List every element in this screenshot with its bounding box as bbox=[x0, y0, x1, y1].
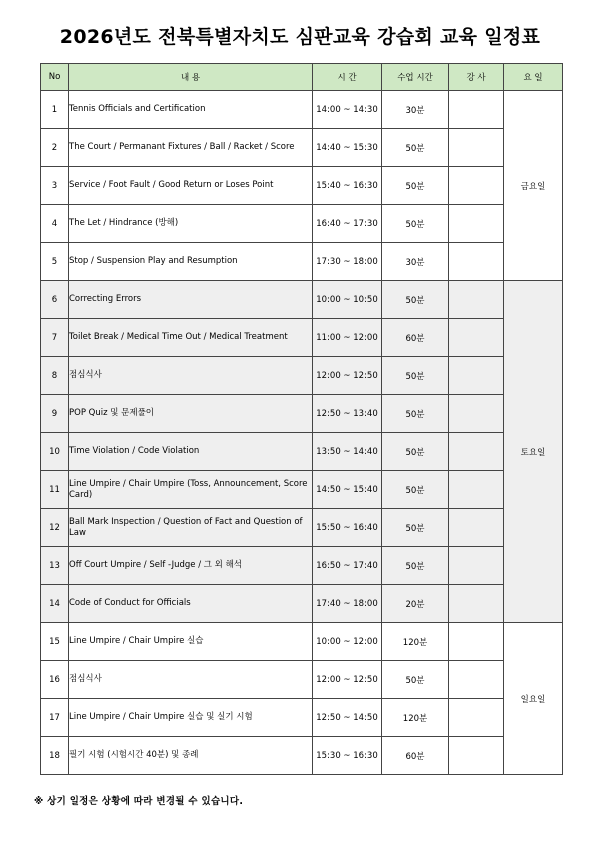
row-no: 16 bbox=[41, 661, 69, 699]
row-duration: 120분 bbox=[382, 699, 449, 737]
row-no: 6 bbox=[41, 281, 69, 319]
table-row bbox=[41, 547, 563, 585]
row-content: Line Umpire / Chair Umpire (Toss, Announcement, Score Card) bbox=[69, 471, 313, 509]
row-duration: 30분 bbox=[382, 91, 449, 129]
day-saturday: 토요일 bbox=[504, 281, 563, 623]
row-no: 13 bbox=[41, 547, 69, 585]
table-row bbox=[41, 357, 563, 395]
table-row bbox=[41, 167, 563, 205]
row-duration: 20분 bbox=[382, 585, 449, 623]
row-no: 9 bbox=[41, 395, 69, 433]
row-duration: 50분 bbox=[382, 167, 449, 205]
table-header-row bbox=[41, 64, 563, 91]
row-instructor bbox=[449, 129, 504, 167]
row-time: 13:50 ~ 14:40 bbox=[313, 433, 382, 471]
row-duration: 50분 bbox=[382, 281, 449, 319]
header-no: No bbox=[41, 64, 69, 91]
row-no: 4 bbox=[41, 205, 69, 243]
day-sunday: 일요일 bbox=[504, 623, 563, 775]
row-no: 17 bbox=[41, 699, 69, 737]
row-content: Line Umpire / Chair Umpire 실습 및 실기 시험 bbox=[69, 699, 313, 737]
row-instructor bbox=[449, 585, 504, 623]
row-time: 16:50 ~ 17:40 bbox=[313, 547, 382, 585]
row-instructor bbox=[449, 737, 504, 775]
header-duration: 수업 시간 bbox=[382, 64, 449, 91]
table-row bbox=[41, 623, 563, 661]
header-content: 내 용 bbox=[69, 64, 313, 91]
row-duration: 30분 bbox=[382, 243, 449, 281]
row-content: Stop / Suspension Play and Resumption bbox=[69, 243, 313, 281]
row-time: 12:50 ~ 13:40 bbox=[313, 395, 382, 433]
row-content: Off Court Umpire / Self -Judge / 그 외 해석 bbox=[69, 547, 313, 585]
table-row bbox=[41, 509, 563, 547]
table-row bbox=[41, 129, 563, 167]
table-row bbox=[41, 661, 563, 699]
footnote: ※ 상기 일정은 상황에 따라 변경될 수 있습니다. bbox=[34, 796, 244, 807]
row-duration: 60분 bbox=[382, 319, 449, 357]
row-no: 1 bbox=[41, 91, 69, 129]
row-time: 10:00 ~ 12:00 bbox=[313, 623, 382, 661]
row-content: 점심식사 bbox=[69, 357, 313, 395]
row-time: 17:40 ~ 18:00 bbox=[313, 585, 382, 623]
row-content: 필기 시험 (시험시간 40분) 및 종례 bbox=[69, 737, 313, 775]
row-content: Ball Mark Inspection / Question of Fact and Question of Law bbox=[69, 509, 313, 547]
row-time: 16:40 ~ 17:30 bbox=[313, 205, 382, 243]
row-no: 2 bbox=[41, 129, 69, 167]
table-row bbox=[41, 243, 563, 281]
table-row bbox=[41, 281, 563, 319]
row-content: The Let / Hindrance (방해) bbox=[69, 205, 313, 243]
row-instructor bbox=[449, 433, 504, 471]
row-instructor bbox=[449, 319, 504, 357]
row-no: 18 bbox=[41, 737, 69, 775]
row-content: Time Violation / Code Violation bbox=[69, 433, 313, 471]
row-duration: 50분 bbox=[382, 547, 449, 585]
table-row bbox=[41, 395, 563, 433]
row-instructor bbox=[449, 547, 504, 585]
row-time: 15:40 ~ 16:30 bbox=[313, 167, 382, 205]
row-content: Code of Conduct for Officials bbox=[69, 585, 313, 623]
row-no: 3 bbox=[41, 167, 69, 205]
row-no: 14 bbox=[41, 585, 69, 623]
header-time: 시 간 bbox=[313, 64, 382, 91]
row-no: 5 bbox=[41, 243, 69, 281]
row-no: 15 bbox=[41, 623, 69, 661]
row-time: 14:50 ~ 15:40 bbox=[313, 471, 382, 509]
row-duration: 120분 bbox=[382, 623, 449, 661]
row-instructor bbox=[449, 281, 504, 319]
row-no: 12 bbox=[41, 509, 69, 547]
row-content: 점심식사 bbox=[69, 661, 313, 699]
row-content: POP Quiz 및 문제풀이 bbox=[69, 395, 313, 433]
row-time: 14:00 ~ 14:30 bbox=[313, 91, 382, 129]
table-row bbox=[41, 699, 563, 737]
day-friday: 금요일 bbox=[504, 91, 563, 281]
row-content: Toilet Break / Medical Time Out / Medical Treatment bbox=[69, 319, 313, 357]
row-content: Correcting Errors bbox=[69, 281, 313, 319]
table-row bbox=[41, 585, 563, 623]
row-no: 8 bbox=[41, 357, 69, 395]
row-no: 7 bbox=[41, 319, 69, 357]
table-row bbox=[41, 433, 563, 471]
row-duration: 50분 bbox=[382, 433, 449, 471]
row-instructor bbox=[449, 243, 504, 281]
row-instructor bbox=[449, 509, 504, 547]
row-duration: 60분 bbox=[382, 737, 449, 775]
row-duration: 50분 bbox=[382, 395, 449, 433]
row-instructor bbox=[449, 91, 504, 129]
table-row bbox=[41, 737, 563, 775]
row-content: The Court / Permanant Fixtures / Ball / Racket / Score bbox=[69, 129, 313, 167]
row-duration: 50분 bbox=[382, 357, 449, 395]
row-no: 11 bbox=[41, 471, 69, 509]
row-instructor bbox=[449, 623, 504, 661]
row-duration: 50분 bbox=[382, 129, 449, 167]
row-instructor bbox=[449, 357, 504, 395]
table-row bbox=[41, 319, 563, 357]
row-time: 14:40 ~ 15:30 bbox=[313, 129, 382, 167]
row-time: 11:00 ~ 12:00 bbox=[313, 319, 382, 357]
row-duration: 50분 bbox=[382, 661, 449, 699]
row-instructor bbox=[449, 471, 504, 509]
row-time: 12:50 ~ 14:50 bbox=[313, 699, 382, 737]
row-time: 12:00 ~ 12:50 bbox=[313, 357, 382, 395]
table-row bbox=[41, 91, 563, 129]
schedule-table bbox=[40, 63, 563, 775]
row-time: 15:50 ~ 16:40 bbox=[313, 509, 382, 547]
row-time: 12:00 ~ 12:50 bbox=[313, 661, 382, 699]
row-duration: 50분 bbox=[382, 205, 449, 243]
row-instructor bbox=[449, 205, 504, 243]
row-content: Line Umpire / Chair Umpire 실습 bbox=[69, 623, 313, 661]
header-instructor: 강 사 bbox=[449, 64, 504, 91]
header-day: 요 일 bbox=[504, 64, 563, 91]
row-content: Tennis Officials and Certification bbox=[69, 91, 313, 129]
table-row bbox=[41, 205, 563, 243]
row-instructor bbox=[449, 699, 504, 737]
row-instructor bbox=[449, 167, 504, 205]
row-content: Service / Foot Fault / Good Return or Loses Point bbox=[69, 167, 313, 205]
row-no: 10 bbox=[41, 433, 69, 471]
row-instructor bbox=[449, 395, 504, 433]
row-duration: 50분 bbox=[382, 471, 449, 509]
row-instructor bbox=[449, 661, 504, 699]
row-duration: 50분 bbox=[382, 509, 449, 547]
row-time: 17:30 ~ 18:00 bbox=[313, 243, 382, 281]
page-title: 2026년도 전북특별자치도 심판교육 강습회 교육 일정표 bbox=[59, 26, 541, 48]
row-time: 15:30 ~ 16:30 bbox=[313, 737, 382, 775]
row-time: 10:00 ~ 10:50 bbox=[313, 281, 382, 319]
table-row bbox=[41, 471, 563, 509]
